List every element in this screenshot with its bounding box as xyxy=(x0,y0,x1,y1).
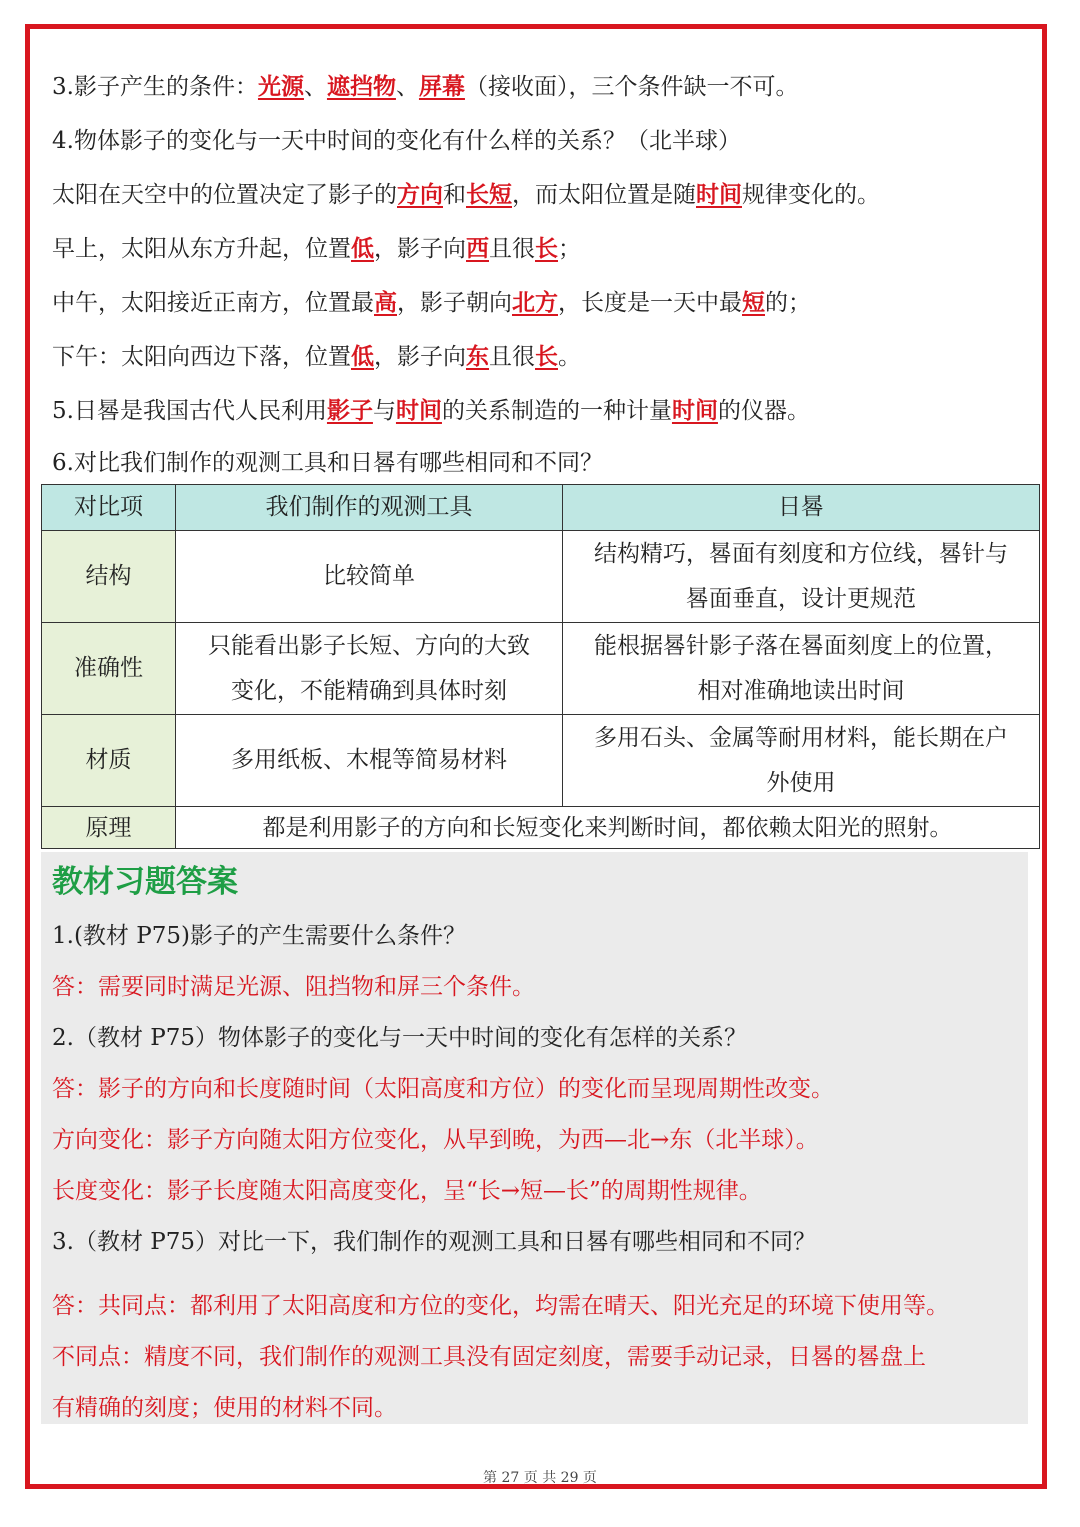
principle-cell: 都是利用影子的方向和长短变化来判断时间，都依赖太阳光的照射。 xyxy=(176,807,1040,849)
morning-line xyxy=(52,234,581,264)
row-label: 原理 xyxy=(42,807,176,849)
answer-2-line-1: 答：影子的方向和长度随时间（太阳高度和方位）的变化而呈现周期性改变。 xyxy=(52,1076,834,1102)
text-span: 规律变化的。 xyxy=(742,182,880,208)
question-4-line: 4.物体影子的变化与一天中时间的变化有什么样的关系？（北半球） xyxy=(52,128,741,154)
row-label: 结构 xyxy=(42,531,176,623)
text-span: 太阳在天空中的位置决定了影子的 xyxy=(52,182,397,208)
answer-2-line-2: 方向变化：影子方向随太阳方位变化，从早到晚，为西—北→东（北半球）。 xyxy=(52,1127,819,1153)
sundial-cell xyxy=(563,623,1040,715)
text-span: ，长度是一天中最 xyxy=(558,290,742,316)
text-span: 且很 xyxy=(489,344,535,370)
cell-text: 晷面垂直，设计更规范 xyxy=(686,585,916,612)
cell-text: 多用纸板、木棍等简易材料 xyxy=(231,747,507,773)
question-6-line: 6.对比我们制作的观测工具和日晷有哪些相同和不同？ xyxy=(52,450,603,476)
answer-question-2: 2.（教材 P75）物体影子的变化与一天中时间的变化有怎样的关系？ xyxy=(52,1025,747,1051)
text-span: ，影子朝向 xyxy=(397,290,512,316)
answer-2-line-3: 长度变化：影子长度随太阳高度变化，呈“长→短—长”的周期性规律。 xyxy=(52,1178,762,1204)
sun-position-line xyxy=(52,180,880,210)
cell-text: 外使用 xyxy=(766,769,836,796)
keyword: 方向 xyxy=(397,181,443,208)
keyword: 高 xyxy=(374,289,397,316)
table-header: 我们制作的观测工具 xyxy=(176,485,563,531)
keyword: 时间 xyxy=(395,397,442,424)
text-span: ，而太阳位置是随 xyxy=(512,182,696,208)
text-span: 和 xyxy=(443,182,466,208)
tool-cell xyxy=(176,531,563,623)
tool-cell xyxy=(176,715,563,807)
keyword: 东 xyxy=(466,343,489,370)
text-span: 3.影子产生的条件： xyxy=(52,74,258,100)
answer-question-3: 3.（教材 P75）对比一下，我们制作的观测工具和日晷有哪些相同和不同？ xyxy=(52,1229,816,1255)
keyword: 低 xyxy=(351,343,374,370)
cell-text: 变化，不能精确到具体时刻 xyxy=(231,677,507,704)
cell-text: 比较简单 xyxy=(323,563,415,589)
answer-3-line-3: 有精确的刻度；使用的材料不同。 xyxy=(52,1395,397,1421)
cell-text: 能根据晷针影子落在晷面刻度上的位置， xyxy=(594,632,1008,659)
text-span: 与 xyxy=(372,398,396,424)
sundial-cell xyxy=(563,531,1040,623)
text-span: 下午：太阳向西边下落，位置 xyxy=(52,344,351,370)
sundial-definition-line xyxy=(52,396,810,426)
text-span: 的关系制造的一种计量 xyxy=(441,398,672,424)
text-span: 且很 xyxy=(489,236,535,262)
text-span: 、 xyxy=(303,74,327,100)
text-span: （接收面），三个条件缺一不可。 xyxy=(464,74,799,100)
answer-3-line-2: 不同点：精度不同，我们制作的观测工具没有固定刻度，需要手动记录，日晷的晷盘上 xyxy=(52,1344,926,1370)
table-row xyxy=(42,623,1040,715)
keyword-screen: 屏幕 xyxy=(418,73,465,100)
table-row xyxy=(42,715,1040,807)
keyword: 长短 xyxy=(466,181,512,208)
answers-title: 教材习题答案 xyxy=(52,864,238,900)
afternoon-line xyxy=(52,342,581,372)
keyword: 时间 xyxy=(696,181,742,208)
comparison-table xyxy=(41,484,1040,849)
text-span: 的仪器。 xyxy=(717,398,810,424)
cell-text: 只能看出影子长短、方向的大致 xyxy=(208,632,530,659)
text-span: ，影子向 xyxy=(374,236,466,262)
answer-1: 答：需要同时满足光源、阻挡物和屏三个条件。 xyxy=(52,974,535,1000)
text-span: 5.日晷是我国古代人民利用 xyxy=(52,398,327,424)
keyword: 长 xyxy=(535,343,558,370)
cell-text: 结构精巧，晷面有刻度和方位线，晷针与 xyxy=(594,540,1008,567)
keyword: 长 xyxy=(535,235,558,262)
text-span: 。 xyxy=(558,344,581,370)
table-header: 日晷 xyxy=(563,485,1040,531)
keyword: 时间 xyxy=(671,397,718,424)
table-row xyxy=(42,531,1040,623)
row-label: 材质 xyxy=(42,715,176,807)
tool-cell xyxy=(176,623,563,715)
keyword: 西 xyxy=(466,235,489,262)
text-span: ； xyxy=(558,236,581,262)
text-span: 早上，太阳从东方升起，位置 xyxy=(52,236,351,262)
condition-line xyxy=(52,72,798,102)
answer-3-line-1: 答：共同点：都利用了太阳高度和方位的变化，均需在晴天、阳光充足的环境下使用等。 xyxy=(52,1293,949,1319)
cell-text: 相对准确地读出时间 xyxy=(697,677,905,704)
table-row xyxy=(42,807,1040,849)
text-span: 中午，太阳接近正南方，位置最 xyxy=(52,290,374,316)
keyword-light-source: 光源 xyxy=(257,73,304,100)
row-label: 准确性 xyxy=(42,623,176,715)
text-span: 的； xyxy=(765,290,811,316)
table-header: 对比项 xyxy=(42,485,176,531)
cell-text: 多用石头、金属等耐用材料，能长期在户 xyxy=(594,724,1008,751)
keyword: 低 xyxy=(351,235,374,262)
keyword: 北方 xyxy=(512,289,558,316)
noon-line xyxy=(52,288,811,318)
table-header-row xyxy=(42,485,1040,531)
keyword-blocker: 遮挡物 xyxy=(326,73,396,100)
text-span: 、 xyxy=(395,74,419,100)
keyword: 短 xyxy=(742,289,765,316)
answer-question-1: 1.(教材 P75)影子的产生需要什么条件？ xyxy=(52,923,466,949)
text-span: ，影子向 xyxy=(374,344,466,370)
sundial-cell xyxy=(563,715,1040,807)
keyword: 影子 xyxy=(326,397,373,424)
page-number-footer: 第 27 页 共 29 页 xyxy=(483,1470,597,1486)
